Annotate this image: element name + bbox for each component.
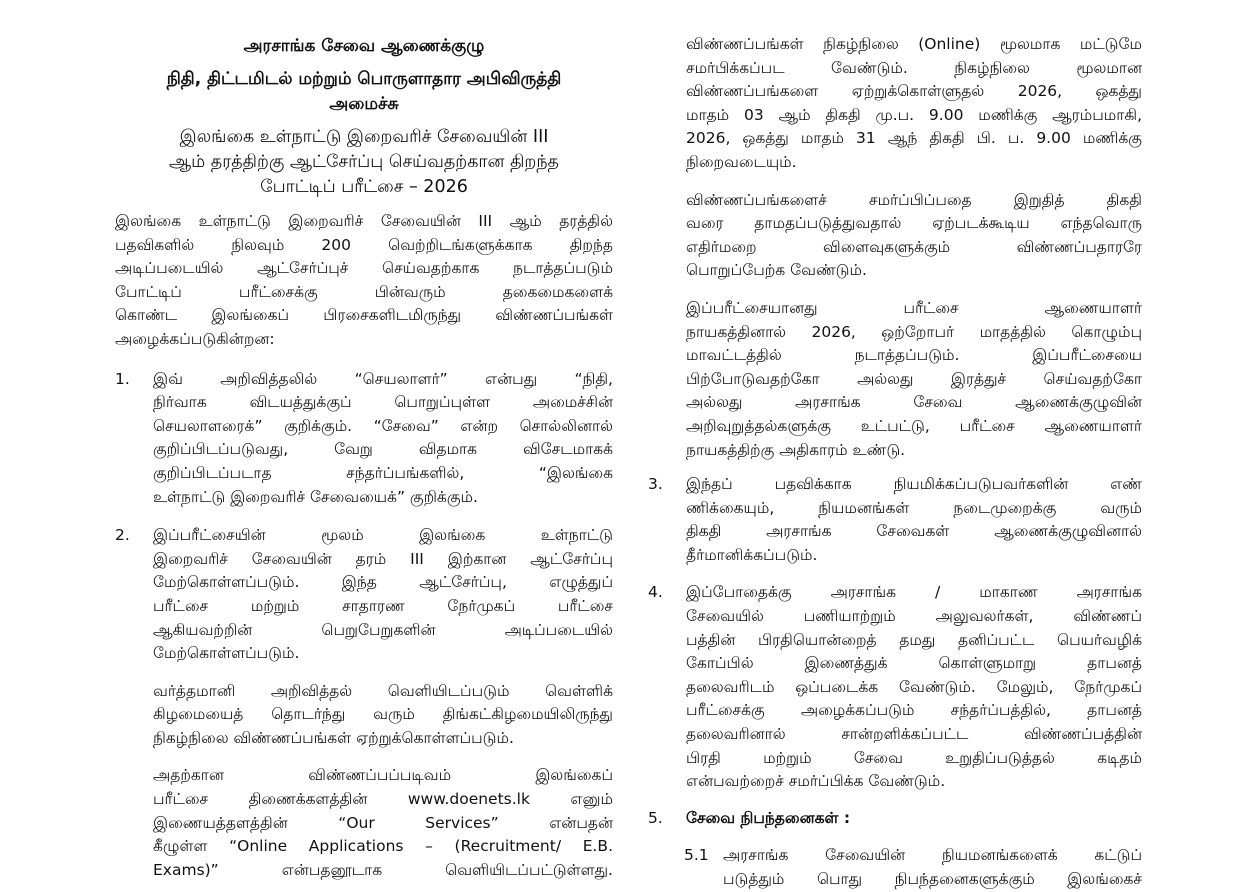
clause-5-heading: சேவை நிபந்தனைகள் : xyxy=(686,808,851,827)
clause-line: இப்பரீட்சையானது பரீட்சை ஆணையாளர் xyxy=(686,298,1142,317)
clause-line: கிழமையைத் தொடர்ந்து வரும் திங்கட்கிழமையிலிருந்து xyxy=(153,705,613,724)
clause-line: விண்ணப்பங்கள் நிகழ்நிலை (Online) மூலமாக மட்டுமே xyxy=(686,35,1142,53)
clause-line: கீழுள்ள “Online Applications – (Recruitment/ E.B. xyxy=(153,837,613,856)
clause-line: நிறைவடையும். xyxy=(686,152,797,171)
clause-line: தலைவரிடம் ஒப்படைக்க வேண்டும். மேலும், நேர்முகப் xyxy=(686,677,1142,696)
clause-5-1 xyxy=(648,844,1142,891)
clause-line: Exams)” என்பதனூடாக வெளியிடப்பட்டுள்ளது. xyxy=(153,860,613,879)
clause-line: உள்நாட்டு இறைவரிச் சேவையைக்” குறிக்கும். xyxy=(153,487,478,506)
clause-2-continued xyxy=(648,33,1142,462)
clause-number: 2. xyxy=(115,526,130,545)
clause-line: பரீட்சை மற்றும் சாதாரண நேர்முகப் பரீட்சை xyxy=(153,596,613,615)
clause-line: இப்போதைக்கு அரசாங்க / மாகாண அரசாங்க xyxy=(686,583,1142,602)
clause-number: 4. xyxy=(648,583,663,602)
intro-line: அழைக்கப்படுகின்றன: xyxy=(115,329,275,348)
commission-name: அரசாங்க சேவை ஆணைக்குழு xyxy=(243,36,485,56)
clause-2-paragraph-4 xyxy=(686,33,1142,175)
clause-line: திகதி அரசாங்க சேவைகள் ஆணைக்குழுவினால் xyxy=(686,522,1142,541)
clause-line: நிகழ்நிலை விண்ணப்பங்கள் ஏற்றுக்கொள்ளப்படும். xyxy=(153,728,514,747)
clause-line: குறிப்பிடப்படுவது, வேறு விதமாக விசேடமாகக் xyxy=(153,440,613,459)
clause-line: பத்தின் பிரதியொன்றைத் தமது தனிப்பட்ட பெயர்வழிக் xyxy=(686,630,1142,649)
clause-2-paragraph-3 xyxy=(153,764,613,882)
clause-line: பரீட்சைக்கு அழைக்கப்படும் சந்தர்ப்பத்தில், தாபனத் xyxy=(686,701,1142,720)
clause-2-paragraph-1 xyxy=(153,524,613,666)
clause-line: இணையத்தளத்தின் “Our Services” என்பதன் xyxy=(153,813,613,832)
clause-line: அல்லது அரசாங்க சேவை ஆணைக்குழுவின் xyxy=(686,393,1142,412)
clause-line: எதிர்மறை விளைவுகளுக்கும் விண்ணப்பதாரரே xyxy=(686,237,1142,256)
left-column xyxy=(115,0,613,882)
clause-line: கோப்பில் இணைத்துக் கொள்ளுமாறு தாபனத் xyxy=(686,654,1142,673)
clause-line: 2026, ஒகத்து மாதம் 31 ஆந் திகதி பி. ப. 9.00 மணிக்கு xyxy=(686,129,1142,148)
intro-line: கொண்ட இலங்கைப் பிரசைகளிடமிருந்து விண்ணப்பங்கள் xyxy=(115,306,613,325)
clause-line: என்பவற்றைச் சமர்ப்பிக்க வேண்டும். xyxy=(686,772,946,791)
intro-line: போட்டிப் பரீட்சைக்கு பின்வரும் தகைமைகளைக் xyxy=(115,282,613,301)
clause-line: நிர்வாக விடயத்துக்குப் பொறுப்புள்ள அமைச்சின் xyxy=(153,393,613,412)
exam-title-line3: போட்டிப் பரீட்சை – 2026 xyxy=(260,177,468,197)
clause-2 xyxy=(115,524,613,882)
clause-line: சேவையில் பணியாற்றும் அலுவலர்கள், விண்ணப் xyxy=(686,607,1142,626)
clause-line: குறிப்பிடப்படாத சந்தர்ப்பங்களில், “இலங்கை xyxy=(153,463,613,482)
clause-line: பொறுப்பேற்க வேண்டும். xyxy=(686,261,867,280)
clause-line: பரீட்சை திணைக்களத்தின் www.doenets.lk எனும் xyxy=(153,790,613,809)
clause-line: விண்ணப்பங்களை ஏற்றுக்கொள்ளுதல் 2026, ஒகத்து xyxy=(686,82,1142,101)
clause-line: இறைவரிச் சேவையின் தரம் III இற்கான ஆட்சேர்ப்பு xyxy=(153,549,613,568)
clause-number: 3. xyxy=(648,475,663,494)
ministry-name-line1: நிதி, திட்டமிடல் மற்றும் பொருளாதார அபிவிருத்தி xyxy=(166,69,562,89)
clause-line: அரசாங்க சேவையின் நியமனங்களைக் கட்டுப் xyxy=(723,846,1142,865)
clause-line: படுத்தும் பொது நிபந்தனைகளுக்கும் இலங்கைச் xyxy=(723,870,1142,888)
clause-1 xyxy=(115,368,613,510)
clause-line: பிற்போடுவதற்கோ அல்லது இரத்துச் செய்வதற்கோ xyxy=(686,369,1142,388)
clause-line: செயலாளரைக்” குறிக்கும். “சேவை” என்ற சொல்லினால் xyxy=(153,416,613,435)
clause-number: 5. xyxy=(648,808,663,827)
clause-line: நாயகத்திற்கு அதிகாரம் உண்டு. xyxy=(686,440,906,459)
clause-3 xyxy=(648,473,1142,567)
clause-line: மேற்கொள்ளப்படும். xyxy=(153,644,300,663)
clause-2-paragraph-2 xyxy=(153,680,613,751)
clause-line: இவ் அறிவித்தலில் “செயலாளர்” என்பது “நிதி, xyxy=(153,369,613,388)
clause-line: ணிக்கையும், நியமனங்கள் நடைமுறைக்கு வரும் xyxy=(686,498,1142,517)
ministry-name-line2: அமைச்சு xyxy=(329,94,399,114)
intro-line: பதவிகளில் நிலவும் 200 வெற்றிடங்களுக்காக திறந்த xyxy=(115,235,613,254)
clause-5 xyxy=(648,807,1142,831)
exam-title-line2: ஆம் தரத்திற்கு ஆட்சேர்ப்பு செய்வதற்கான திறந்த xyxy=(169,152,559,172)
exam-title-line1: இலங்கை உள்நாட்டு இறைவரிச் சேவையின் III xyxy=(179,127,549,147)
clause-line: ஆகியவற்றின் பெறுபேறுகளின் அடிப்படையில் xyxy=(153,620,613,639)
sub-clause-number: 5.1 xyxy=(684,846,709,865)
intro-line: இலங்கை உள்நாட்டு இறைவரிச் சேவையின் III ஆம் தரத்தில் xyxy=(115,212,613,230)
clause-2-paragraph-5 xyxy=(686,189,1142,283)
document-header xyxy=(115,33,613,200)
clause-line: தலைவரினால் சான்றளிக்கப்பட்ட விண்ணப்பத்தின் xyxy=(686,725,1142,744)
clause-line: வர்த்தமானி அறிவித்தல் வெளியிடப்படும் வெள்ளிக் xyxy=(153,681,613,700)
clause-number: 1. xyxy=(115,369,130,388)
clause-line: இப்பரீட்சையின் மூலம் இலங்கை உள்நாட்டு xyxy=(153,526,613,545)
clause-line: இந்தப் பதவிக்காக நியமிக்கப்படுபவர்களின் எண் xyxy=(686,475,1142,494)
clause-4 xyxy=(648,581,1142,793)
intro-line: அடிப்படையில் ஆட்சேர்ப்புச் செய்வதற்காக நடாத்தப்படும் xyxy=(115,259,613,278)
clause-line: மாதம் 03 ஆம் திகதி மு.ப. 9.00 மணிக்கு ஆரம்பமாகி, xyxy=(686,105,1142,124)
clause-2-paragraph-6 xyxy=(686,297,1142,462)
clause-line: தீர்மானிக்கப்படும். xyxy=(686,545,818,564)
clause-line: அறிவுறுத்தல்களுக்கு உட்பட்டு, பரீட்சை ஆணையாளர் xyxy=(686,416,1142,435)
clause-line: அதற்கான விண்ணப்பப்படிவம் இலங்கைப் xyxy=(153,766,613,785)
intro-paragraph xyxy=(115,210,613,352)
clause-line: நாயகத்தினால் 2026, ஒற்றோபர் மாதத்தில் கொழும்பு xyxy=(686,322,1142,341)
clause-line: மாவட்டத்தில் நடாத்தப்படும். இப்பரீட்சையை xyxy=(686,346,1142,365)
clause-line: சமர்பிக்கப்பட வேண்டும். நிகழ்நிலை மூலமான xyxy=(686,58,1142,77)
clause-line: மேற்கொள்ளப்படும். இந்த ஆட்சேர்ப்பு, எழுத்துப் xyxy=(153,573,613,592)
clause-line: வரை தாமதப்படுத்துவதால் ஏற்படக்கூடிய எந்தவொரு xyxy=(686,214,1142,233)
clause-line: பிரதி மற்றும் சேவை உறுதிப்படுத்தல் கடிதம் xyxy=(686,748,1142,767)
right-column xyxy=(648,33,1142,892)
clause-line: விண்ணப்பங்களைச் சமர்ப்பிப்பதை இறுதித் திகதி xyxy=(686,190,1142,209)
